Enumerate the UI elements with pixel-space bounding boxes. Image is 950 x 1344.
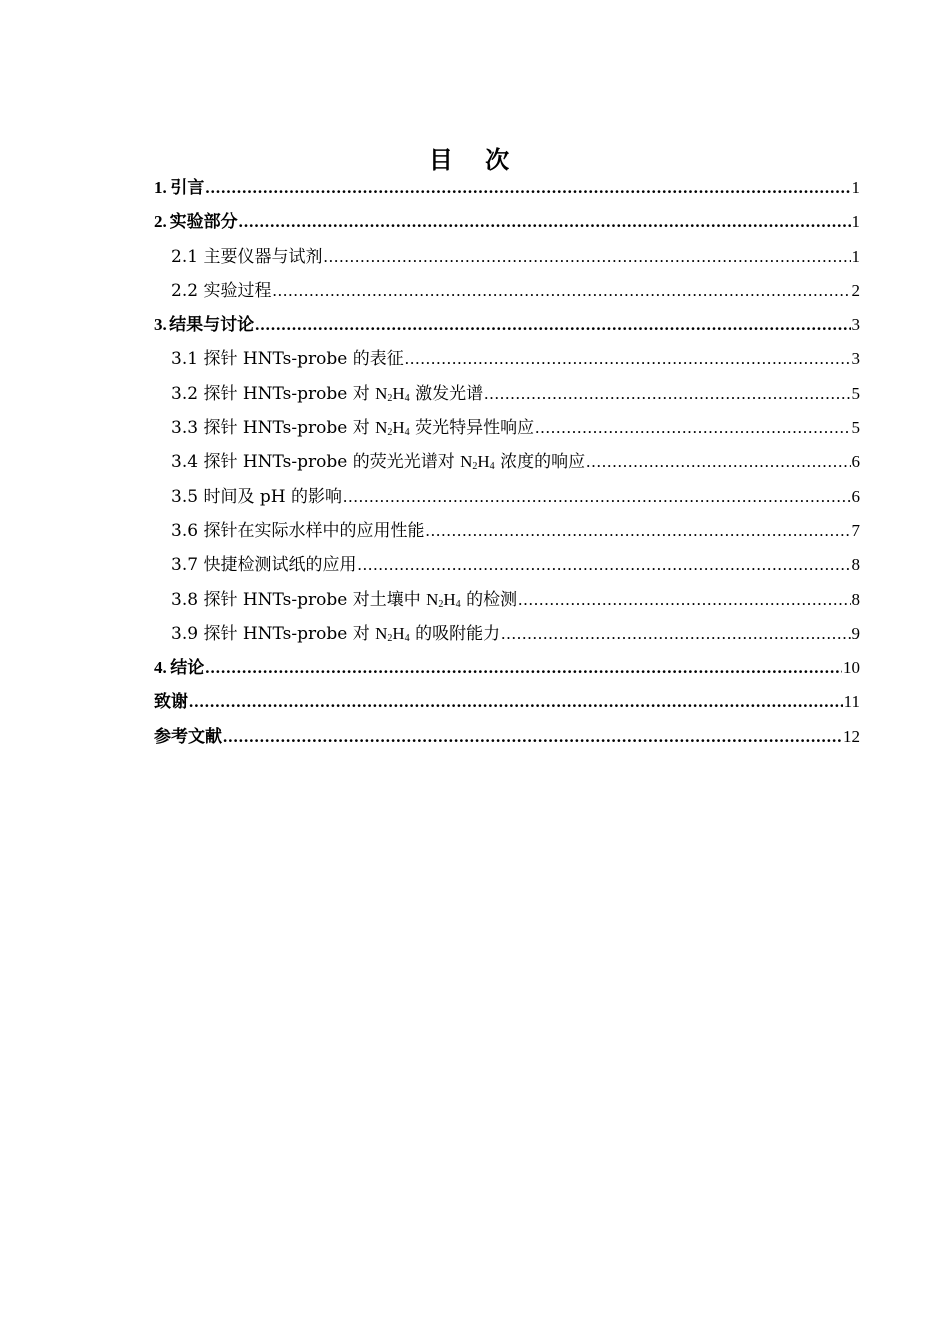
toc-entry-page: 1	[851, 178, 860, 197]
toc-dot-leader	[205, 651, 842, 685]
toc-entry-page: 6	[851, 452, 860, 472]
chemical-formula: $N_2H_4$	[426, 589, 461, 610]
toc-entry[interactable]	[154, 342, 860, 376]
toc-dot-leader	[223, 720, 842, 754]
toc-entry[interactable]	[154, 617, 860, 651]
toc-entry-label: 3.3 探针 HNTs-probe 对 $N_2H_4$ 荧光特异性响应	[171, 418, 535, 439]
toc-entry-page: 7	[851, 520, 860, 540]
toc-entry-page: 10	[843, 658, 860, 678]
toc-entry[interactable]	[154, 308, 860, 342]
chemical-formula: $N_2H_4$	[375, 623, 410, 644]
toc-entry-page: 11	[843, 692, 860, 712]
toc-entry-page: 3	[851, 349, 860, 369]
toc-entry-page: 5	[851, 418, 860, 438]
toc-entry-page: 8	[851, 589, 860, 609]
toc-dot-leader	[425, 514, 850, 548]
toc-entry[interactable]	[154, 480, 860, 514]
toc-entry-page: 8	[851, 555, 860, 575]
chemical-formula: $N_2H_4$	[375, 418, 410, 439]
toc-entry-page: 9	[851, 623, 860, 643]
toc-entry-page: 1	[851, 212, 860, 232]
chemical-formula: $N_2H_4$	[460, 452, 495, 473]
toc-entry-number: 3.	[154, 315, 167, 335]
toc-entry-label: 2.1 主要仪器与试剂	[171, 246, 323, 267]
toc-entry-page: 5	[851, 383, 860, 403]
toc-entry[interactable]	[154, 548, 860, 582]
toc-entry[interactable]	[154, 720, 860, 754]
toc-dot-leader	[518, 583, 850, 617]
toc-entry-label: 3.2 探针 HNTs-probe 对 $N_2H_4$ 激发光谱	[171, 383, 484, 404]
toc-dot-leader	[535, 411, 850, 445]
toc-dot-leader	[343, 480, 851, 514]
toc-dot-leader	[586, 445, 850, 479]
toc-entry-page: 3	[851, 315, 860, 335]
toc-entry-label: 3.7 快捷检测试纸的应用	[171, 555, 357, 576]
toc-entry-label: 3.6 探针在实际水样中的应用性能	[171, 520, 425, 541]
toc-dot-leader	[405, 342, 851, 376]
toc-entry-label: 3.5 时间及 pH 的影响	[171, 486, 342, 507]
toc-entry-number: 4.	[154, 658, 167, 678]
toc-entry[interactable]	[154, 651, 860, 685]
toc-entry-label: 致谢	[154, 692, 188, 713]
toc-entry-label: 参考文献	[154, 726, 222, 747]
toc-entry-label: 引言	[170, 178, 205, 198]
toc-entry-label: 实验部分	[169, 212, 238, 233]
toc-dot-leader	[189, 685, 843, 719]
toc-dot-leader	[255, 308, 850, 342]
toc-dot-leader	[205, 171, 850, 205]
toc-entry-page: 6	[851, 486, 860, 506]
toc-entry[interactable]	[154, 171, 860, 205]
toc-entry[interactable]	[154, 445, 860, 479]
toc-entry[interactable]	[154, 514, 860, 548]
chemical-formula: $N_2H_4$	[375, 383, 410, 404]
table-of-contents	[154, 171, 860, 754]
page-title: 目 次	[428, 146, 522, 174]
toc-entry[interactable]	[154, 411, 860, 445]
toc-entry-label: 3.8 探针 HNTs-probe 对土壤中 $N_2H_4$ 的检测	[171, 589, 518, 610]
toc-entry[interactable]	[154, 583, 860, 617]
toc-dot-leader	[323, 240, 850, 274]
toc-entry-label: 3.4 探针 HNTs-probe 的荧光光谱对 $N_2H_4$ 浓度的响应	[171, 452, 586, 473]
toc-dot-leader	[239, 205, 851, 239]
toc-entry[interactable]	[154, 274, 860, 308]
toc-entry-number: 2.	[154, 212, 167, 232]
toc-dot-leader	[501, 617, 850, 651]
toc-entry-page: 1	[851, 246, 860, 266]
toc-entry[interactable]	[154, 205, 860, 239]
toc-entry-label: 3.1 探针 HNTs-probe 的表征	[171, 349, 404, 370]
toc-entry-number: 1.	[154, 178, 167, 197]
toc-entry[interactable]	[154, 240, 860, 274]
toc-dot-leader	[357, 548, 850, 582]
toc-entry-page: 2	[851, 280, 860, 300]
toc-entry-label: 结果与讨论	[169, 315, 255, 336]
toc-entry-label: 结论	[170, 658, 205, 679]
toc-dot-leader	[484, 377, 850, 411]
toc-entry-label: 2.2 实验过程	[171, 280, 272, 301]
toc-entry-page: 12	[843, 726, 860, 746]
toc-entry-label: 3.9 探针 HNTs-probe 对 $N_2H_4$ 的吸附能力	[171, 623, 501, 644]
toc-entry[interactable]	[154, 377, 860, 411]
toc-dot-leader	[272, 274, 850, 308]
toc-entry[interactable]	[154, 685, 860, 719]
